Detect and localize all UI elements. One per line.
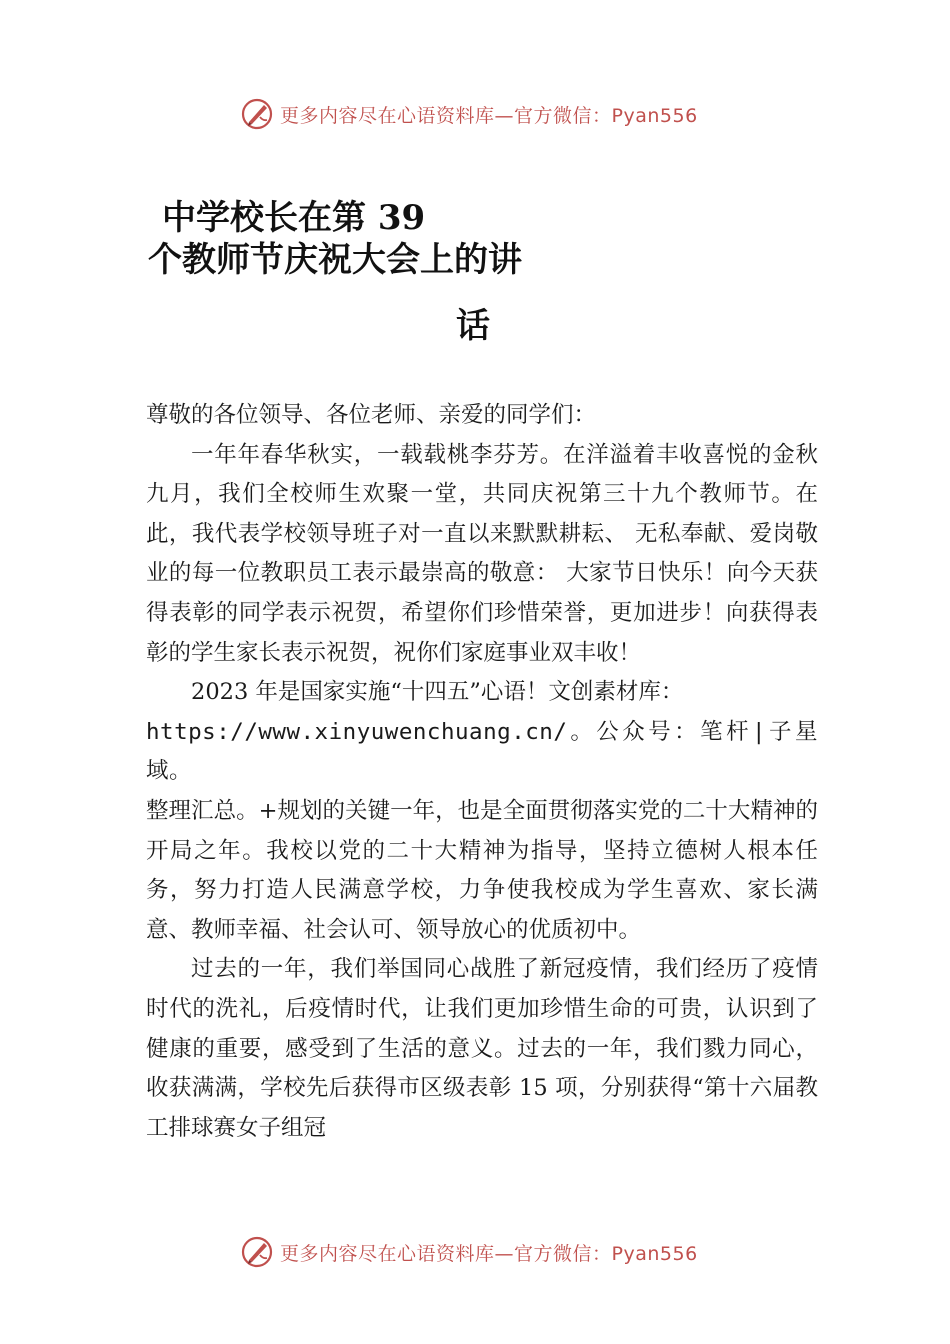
paragraph-2-rest: 整理汇总。+规划的关键一年，也是全面贯彻落实党的二十大精神的开局之年。我校以党的二十大精神为指导，坚持立德树人根本任务，努力打造人民满意学校，力争使我校成为学生喜欢、家长满意、教师幸福、社会认可、领导放心的优质初中。 — [146, 797, 818, 943]
title-line-2: 个教师节庆祝大会上的讲 — [148, 240, 522, 280]
pen-logo-icon — [240, 1235, 274, 1269]
header-banner — [240, 94, 760, 134]
paragraph-3: 过去的一年，我们举国同心战胜了新冠疫情，我们经历了疫情时代的洗礼，后疫情时代，让我们更加珍惜生命的可贵，认识到了健康的重要，感受到了生活的意义。过去的一年，我们戮力同心，收获满满，学校先后获得市区级表彰 15 项，分别获得“第十六届教工排球赛女子组冠 — [146, 956, 818, 1141]
paragraph-2-line-1: 2023 年是国家实施“十四五”心语！文创素材库： — [191, 679, 684, 706]
paragraph-2-url-line: https://www.xinyuwenchuang.cn/。公众号：笔杆|子星域。 — [146, 718, 818, 785]
title-line-1: 中学校长在第 39 — [162, 198, 426, 238]
pen-logo-icon — [240, 97, 274, 131]
paragraph-1: 一年年春华秋实，一载载桃李芬芳。在洋溢着丰收喜悦的金秋九月，我们全校师生欢聚一堂，共同庆祝第三十九个教师节。在此，我代表学校领导班子对一直以来默默耕耘、 无私奉献、爱岗敬业的每一位教职员工表示最崇高的敬意： 大家节日快乐！向今天获得表彰的同学表示祝贺，希望你们珍惜荣誉，更加进步！向获得表彰的学生家长表示祝贺，祝你们家庭事业双丰收！ — [146, 441, 818, 666]
footer-banner-text: 更多内容尽在心语资料库—官方微信：Pyan556 — [280, 1242, 698, 1265]
document-body — [146, 396, 818, 1148]
title-line-3: 话 — [456, 306, 490, 346]
header-banner-text: 更多内容尽在心语资料库—官方微信：Pyan556 — [280, 104, 698, 127]
greeting-paragraph: 尊敬的各位领导、各位老师、亲爱的同学们： — [146, 402, 597, 428]
footer-banner — [240, 1232, 760, 1272]
